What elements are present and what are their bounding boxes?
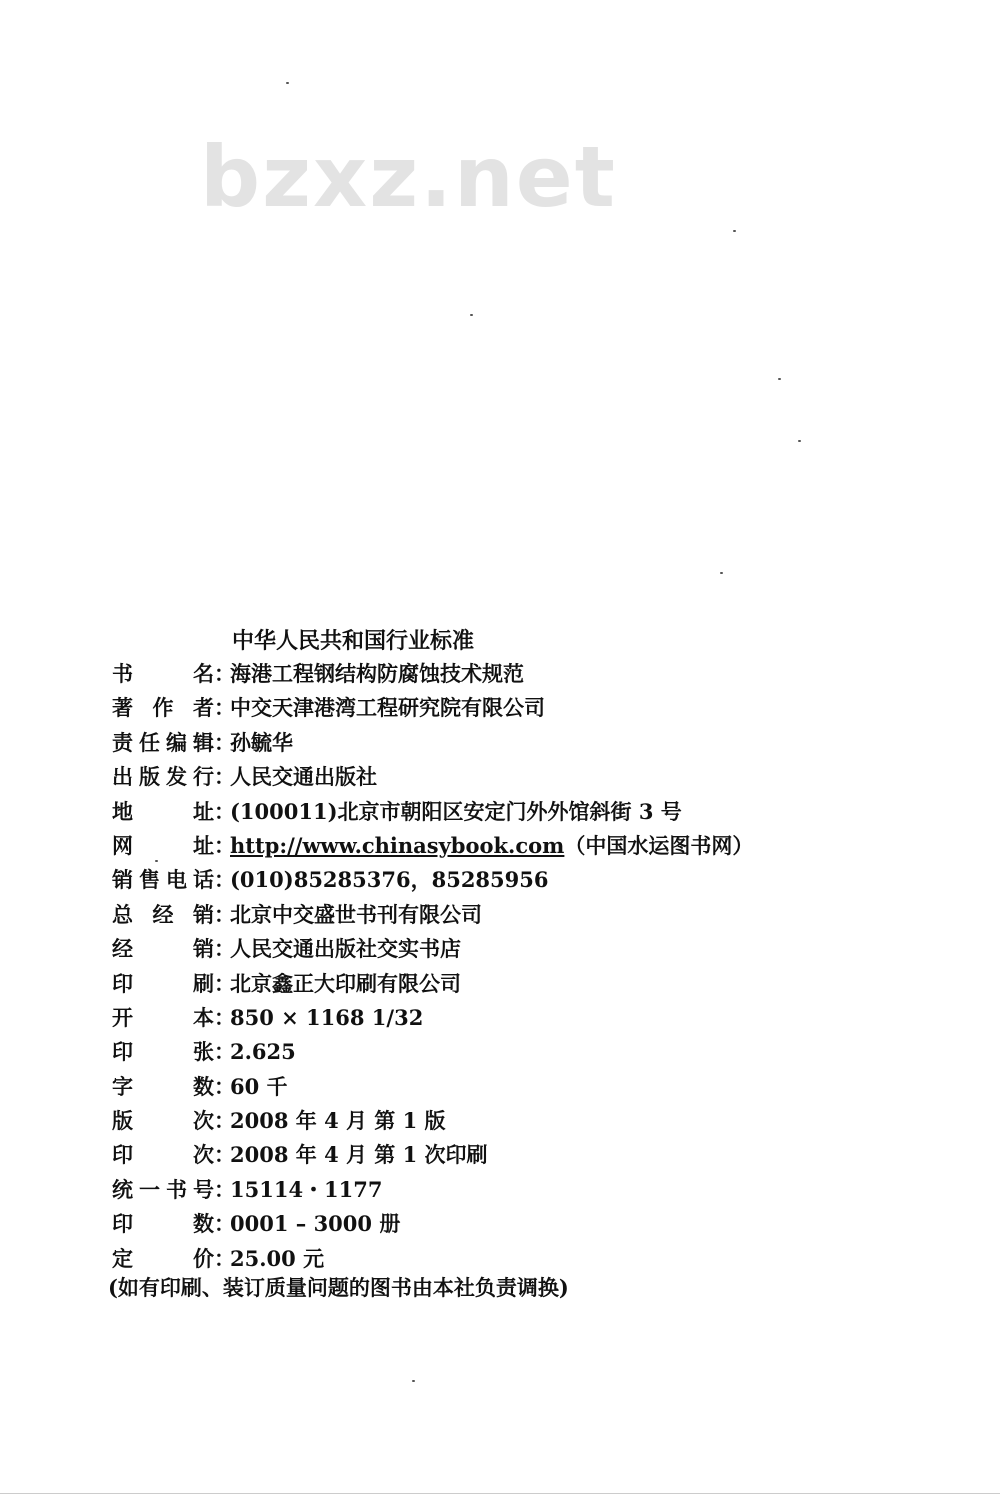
colophon-value: 海港工程钢结构防腐蚀技术规范 — [230, 661, 524, 686]
label-colon: ： — [214, 867, 235, 893]
label-char: 销 — [112, 868, 133, 893]
label-colon: ： — [214, 798, 235, 824]
label-char: 数 — [193, 1074, 214, 1099]
label-char: 印 — [112, 1212, 133, 1237]
colophon-label — [112, 899, 214, 929]
colophon-label — [112, 796, 214, 826]
colophon-label — [112, 1105, 214, 1135]
label-char: 开 — [112, 1005, 133, 1030]
label-char: 名 — [193, 662, 214, 686]
label-char: 印 — [112, 1143, 133, 1168]
colophon-label — [112, 761, 214, 791]
label-char: 网 — [112, 833, 133, 858]
colophon-row — [112, 658, 952, 692]
colophon-value: 25.00 元 — [230, 1245, 325, 1271]
colophon-value: 北京中交盛世书刊有限公司 — [230, 901, 482, 927]
label-char: 任 — [139, 730, 160, 755]
label-char: 编 — [166, 730, 187, 755]
colophon-row — [112, 1105, 952, 1139]
colophon-row — [112, 1036, 952, 1070]
colophon-value: 2008 年 4 月 第 1 版 — [230, 1108, 446, 1134]
watermark: bzxz.net — [200, 128, 617, 226]
colophon-label — [112, 968, 214, 998]
label-char: 著 — [112, 696, 133, 721]
label-colon: ： — [214, 1176, 235, 1202]
colophon-label — [112, 933, 214, 963]
label-colon: ： — [214, 661, 235, 686]
website-link[interactable]: http://www.chinasybook.com — [230, 832, 565, 858]
label-char: 次 — [193, 1109, 214, 1134]
label-char: 者 — [193, 696, 214, 721]
label-char: 发 — [166, 765, 187, 790]
colophon-row — [112, 1002, 952, 1036]
colophon-value: 中交天津港湾工程研究院有限公司 — [230, 695, 545, 721]
label-colon: ： — [214, 729, 235, 755]
colophon-label — [112, 1243, 214, 1273]
label-char: 次 — [193, 1143, 214, 1168]
colophon-value: 2008 年 4 月 第 1 次印刷 — [230, 1142, 488, 1168]
label-char: 版 — [139, 765, 160, 790]
label-colon: ： — [214, 1004, 235, 1030]
label-colon: ： — [214, 1142, 235, 1168]
label-char: 号 — [193, 1177, 214, 1202]
colophon-row — [112, 899, 952, 933]
colophon-row — [112, 1071, 952, 1105]
colophon-value: (100011)北京市朝阳区安定门外外馆斜街 3 号 — [230, 798, 682, 824]
colophon-value: 850 × 1168 1/32 — [230, 1004, 424, 1030]
website-name: （中国水运图书网） — [564, 832, 754, 858]
label-char: 行 — [193, 765, 214, 790]
label-char: 张 — [193, 1040, 214, 1065]
label-char: 地 — [112, 799, 133, 824]
colophon-row — [112, 968, 952, 1002]
colophon-value: 15114・1177 — [230, 1176, 383, 1202]
label-colon: ： — [214, 936, 235, 962]
label-colon: ： — [214, 1211, 235, 1237]
colophon-row — [112, 933, 952, 967]
label-char: 作 — [152, 696, 174, 721]
label-char: 经 — [112, 937, 133, 962]
colophon-value: (010)85285376，85285956 — [230, 867, 549, 893]
label-char: 字 — [112, 1074, 133, 1099]
label-char: 版 — [112, 1109, 133, 1134]
colophon-row — [112, 864, 952, 898]
scan-speck — [733, 230, 736, 232]
label-colon: ： — [214, 764, 235, 790]
scan-speck — [412, 1380, 415, 1382]
label-colon: ： — [214, 1073, 235, 1099]
label-colon: ： — [214, 901, 235, 927]
colophon-label — [112, 864, 214, 894]
colophon-row — [112, 796, 952, 830]
label-colon: ： — [214, 1108, 235, 1134]
colophon-label — [112, 1036, 214, 1066]
label-char: 销 — [193, 937, 214, 962]
colophon-value: 人民交通出版社交实书店 — [230, 936, 461, 962]
quality-note: (如有印刷、装订质量问题的图书由本社负责调换) — [108, 1275, 569, 1300]
label-char: 辑 — [193, 730, 214, 755]
colophon-label — [112, 658, 214, 688]
label-char: 刷 — [193, 971, 214, 996]
page-edge — [0, 1493, 1000, 1494]
colophon-value: 孙毓华 — [230, 729, 293, 755]
colophon-value: 2.625 — [230, 1039, 296, 1065]
label-char: 定 — [112, 1246, 133, 1271]
colophon-row — [112, 1139, 952, 1173]
scan-speck — [720, 572, 723, 574]
label-char: 电 — [166, 868, 187, 893]
colophon-value: 0001 – 3000 册 — [230, 1211, 401, 1237]
colophon-label — [112, 830, 214, 860]
label-char: 价 — [193, 1246, 214, 1271]
label-char: 统 — [112, 1177, 133, 1202]
label-char: 址 — [193, 833, 214, 858]
scan-speck — [778, 378, 781, 380]
colophon-value: 60 千 — [230, 1073, 288, 1099]
colophon-value — [230, 830, 753, 860]
colophon-label — [112, 1139, 214, 1169]
label-char: 本 — [193, 1005, 214, 1030]
scan-speck — [470, 314, 473, 316]
label-char: 址 — [193, 799, 214, 824]
colophon-value: 人民交通出版社 — [230, 764, 377, 790]
label-char: 印 — [112, 1040, 133, 1065]
label-char: 印 — [112, 971, 133, 996]
colophon-row — [112, 1174, 952, 1208]
scan-speck — [798, 440, 801, 442]
label-colon: ： — [214, 970, 235, 996]
label-char: 责 — [112, 730, 133, 755]
label-char: 一 — [139, 1177, 160, 1202]
label-colon: ： — [214, 1245, 235, 1271]
label-char: 总 — [112, 902, 133, 927]
colophon-label — [112, 1071, 214, 1101]
label-colon: ： — [214, 695, 235, 721]
colophon-label — [112, 727, 214, 757]
standard-title: 中华人民共和国行业标准 — [232, 628, 475, 654]
label-char: 经 — [152, 902, 174, 927]
label-char: 销 — [193, 902, 214, 927]
colophon-row — [112, 830, 952, 864]
scan-speck — [286, 82, 289, 84]
colophon-row — [112, 1208, 952, 1242]
label-char: 书 — [112, 662, 133, 686]
label-colon: ： — [214, 832, 235, 858]
colophon-row — [112, 761, 952, 795]
colophon-list — [112, 658, 952, 1277]
colophon-value: 北京鑫正大印刷有限公司 — [230, 970, 461, 996]
label-char: 数 — [193, 1212, 214, 1237]
colophon-label — [112, 692, 214, 722]
colophon-label — [112, 1174, 214, 1204]
label-colon: ： — [214, 1039, 235, 1065]
colophon-label — [112, 1002, 214, 1032]
colophon-label — [112, 1208, 214, 1238]
label-char: 话 — [193, 868, 214, 893]
label-char: 书 — [166, 1177, 187, 1202]
colophon-row — [112, 692, 952, 726]
colophon-row — [112, 727, 952, 761]
label-char: 售 — [139, 868, 160, 893]
label-char: 出 — [112, 765, 133, 790]
